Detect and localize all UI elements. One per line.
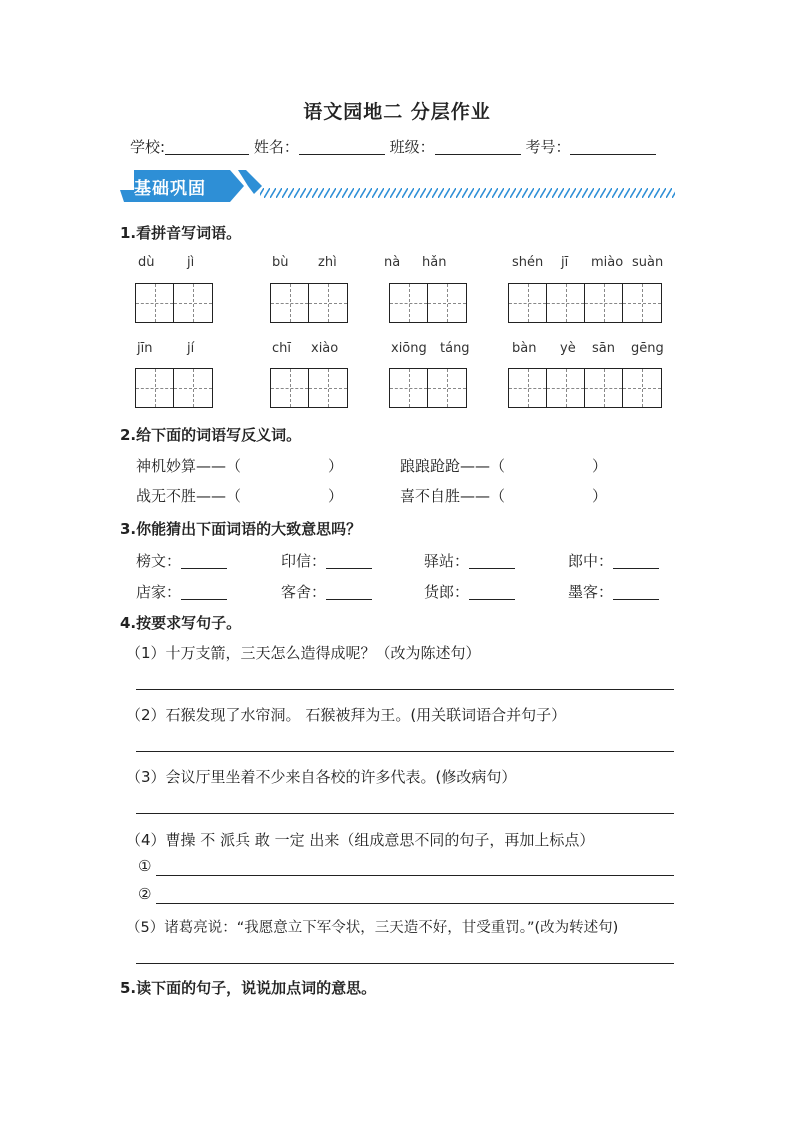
antonym-item: 喜不自胜——（ [400,487,506,505]
pinyin: jì [187,255,195,270]
answer-blank[interactable] [326,554,372,569]
pinyin: gēng [631,341,664,356]
word-label: 客舍： [281,583,327,601]
antonym-item: 战无不胜——（ [136,487,242,505]
section-banner-label: 基础巩固 [134,179,206,199]
word-label: 榜文： [136,552,182,570]
word-meaning-item [281,550,372,571]
word-label: 郎中： [568,552,614,570]
sentence-task-1: （1）十万支箭，三天怎么造得成呢？（改为陈述句） [126,644,481,662]
answer-blank[interactable] [469,585,515,600]
word-meaning-item [424,550,515,571]
word-label: 货郎： [424,583,470,601]
class-label: 班级： [389,138,435,156]
word-label: 墨客： [568,583,614,601]
answer-blank[interactable] [326,585,372,600]
question-4-title: 4.按要求写句子。 [120,614,242,632]
antonym-item: 神机妙算——（ [136,457,242,475]
word-meaning-item [568,581,659,602]
exam-no-field[interactable] [570,140,656,155]
word-meaning-item [136,581,227,602]
question-1-title: 1.看拼音写词语。 [120,224,242,242]
pinyin: hǎn [422,255,447,270]
word-meaning-item [568,550,659,571]
question-5-title: 5.读下面的句子，说说加点词的意思。 [120,979,377,997]
word-meaning-item [136,550,227,571]
pinyin: sān [592,341,615,356]
writing-grid[interactable] [389,283,467,323]
page-title: 语文园地二 分层作业 [303,101,491,123]
answer-blank[interactable] [613,554,659,569]
question-3-title: 3.你能猜出下面词语的大致意思吗？ [120,520,362,538]
pinyin: yè [560,341,576,356]
class-field[interactable] [435,140,521,155]
pinyin: bàn [512,341,537,356]
word-label: 驿站： [424,552,470,570]
circled-number-2: ② [138,885,152,903]
pinyin: suàn [632,255,664,270]
exam-no-label: 考号： [525,138,571,156]
writing-grid[interactable] [389,368,467,408]
pinyin: nà [384,255,401,270]
answer-blank[interactable] [613,585,659,600]
answer-line[interactable] [156,875,674,876]
answer-blank[interactable] [469,554,515,569]
writing-grid[interactable] [508,368,662,408]
pinyin: dù [138,255,155,270]
word-label: 印信： [281,552,327,570]
answer-line[interactable] [136,813,674,814]
close-paren: ） [328,457,344,475]
close-paren: ） [328,487,344,505]
circled-number-1: ① [138,857,152,875]
close-paren: ） [592,457,608,475]
pinyin: zhì [318,255,337,270]
sentence-task-5: （5）诸葛亮说：“我愿意立下军令状，三天造不好，甘受重罚。”(改为转述句) [126,920,619,936]
name-label: 姓名： [253,138,299,156]
answer-line[interactable] [156,903,674,904]
pinyin: xiōng [391,341,427,356]
answer-blank[interactable] [181,554,227,569]
school-label: 学校: [130,138,166,156]
sentence-task-2: （2）石猴发现了水帘洞。 石猴被拜为王。(用关联词语合并句子） [126,706,567,724]
writing-grid[interactable] [270,283,348,323]
word-meaning-item [424,581,515,602]
sentence-task-3: （3）会议厅里坐着不少来自各校的许多代表。(修改病句） [126,768,517,786]
name-field[interactable] [299,140,385,155]
close-paren: ） [592,487,608,505]
pinyin: bù [272,255,289,270]
section-banner [120,168,675,204]
answer-line[interactable] [136,689,674,690]
student-info-line [130,136,656,157]
writing-grid[interactable] [135,368,213,408]
answer-blank[interactable] [181,585,227,600]
pinyin: miào [591,255,624,270]
answer-line[interactable] [136,751,674,752]
pinyin: jī [561,255,569,270]
word-meaning-item [281,581,372,602]
school-field[interactable] [165,140,249,155]
question-2-title: 2.给下面的词语写反义词。 [120,426,302,444]
pinyin: jīn [137,341,153,356]
antonym-item: 踉踉跄跄——（ [400,457,506,475]
writing-grid[interactable] [508,283,662,323]
pinyin: shén [512,255,544,270]
writing-grid[interactable] [270,368,348,408]
pinyin: chī [272,341,291,356]
pinyin: xiào [311,341,339,356]
sentence-task-4: （4）曹操 不 派兵 敢 一定 出来（组成意思不同的句子，再加上标点） [126,831,595,849]
answer-line[interactable] [136,963,674,964]
writing-grid[interactable] [135,283,213,323]
pinyin: jí [187,341,195,356]
word-label: 店家： [136,583,182,601]
pinyin: táng [440,341,470,356]
